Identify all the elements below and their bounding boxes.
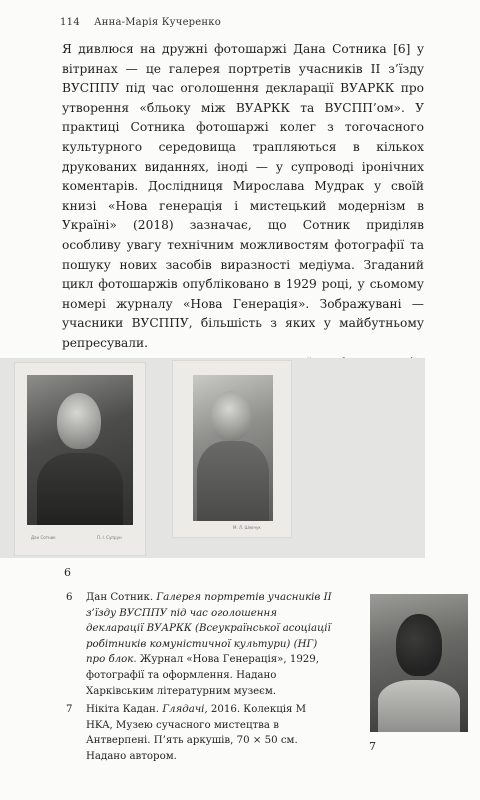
note-6-number: 6 xyxy=(66,592,73,603)
note-6-lead: Дан Сотник. xyxy=(86,592,154,603)
photo-label-right: М. Л. Шевчук xyxy=(233,525,261,530)
note-6-details: Журнал «Нова Генерація», 1929, фотографії та оформлення. Надано Харківським літературним музеєм. xyxy=(86,654,320,697)
main-text xyxy=(62,40,424,412)
figure-7-number: 7 xyxy=(369,740,376,753)
note-7-number: 7 xyxy=(66,704,73,715)
portrait-photo-right xyxy=(193,375,273,521)
note-7-title: Глядачі, xyxy=(162,704,208,715)
note-7-details: 2016. Колекція M HKA, Музею сучасного мистецтва в Антверпені. П’ять аркушів, 70 × 50 см. Надано автором. xyxy=(86,704,307,762)
figure-6-number: 6 xyxy=(64,566,71,579)
photo-label-left-2: П. І. Супрун xyxy=(97,535,122,540)
paragraph-1: Я дивлюся на дружні фотошаржі Дана Сотника [6] у вітринах — це галерея портретів учасників ІІ з’їзду ВУСППУ під час оголошення декларації ВУАРКК про утворення «бльоку між ВУАРКК та ВУСПП’ом». У практиці Сотника фотошаржі колег з тогочасного культурного середовища трапляються в кількох друкованих виданнях, іноді — у супроводі іронічних коментарів. Дослідниця Мирослава Мудрак у своїй книзі «Нова генерація і мистецький модернізм в Україні» (2018) зазначає, що Сотник приділяв особливу увагу технічним можливостям фотографії та пошуку нових засобів виразності медіума. Згаданий цикл фотошаржів опубліковано в 1929 році, у сьомому номері журналу «Нова Генерація». Зображувані — учасники ВУСППУ, більшість з яких у майбутньому репресували. xyxy=(62,42,424,350)
note-7 xyxy=(66,702,334,764)
running-header xyxy=(60,14,460,30)
note-6-title: Галерея портретів учасників ІІ з’їзду ВУСППУ під час оголошення декларації ВУАРКК (Всеукраїнської асоціації робітників комуністичної культури) (НГ) про блок. xyxy=(86,592,332,666)
note-6 xyxy=(66,590,334,699)
note-7-lead: Нікіта Кадан. xyxy=(86,704,160,715)
photo-label-left: Дан Сотник xyxy=(31,535,56,540)
page-number: 114 xyxy=(60,16,80,28)
photo-card-right xyxy=(172,360,292,538)
photo-card-left xyxy=(14,362,146,556)
running-head-author: Анна-Марія Кучеренко xyxy=(94,16,221,28)
figure-7-photo xyxy=(370,594,468,732)
portrait-photo-left xyxy=(27,375,133,525)
figure-6-strip xyxy=(0,358,425,558)
